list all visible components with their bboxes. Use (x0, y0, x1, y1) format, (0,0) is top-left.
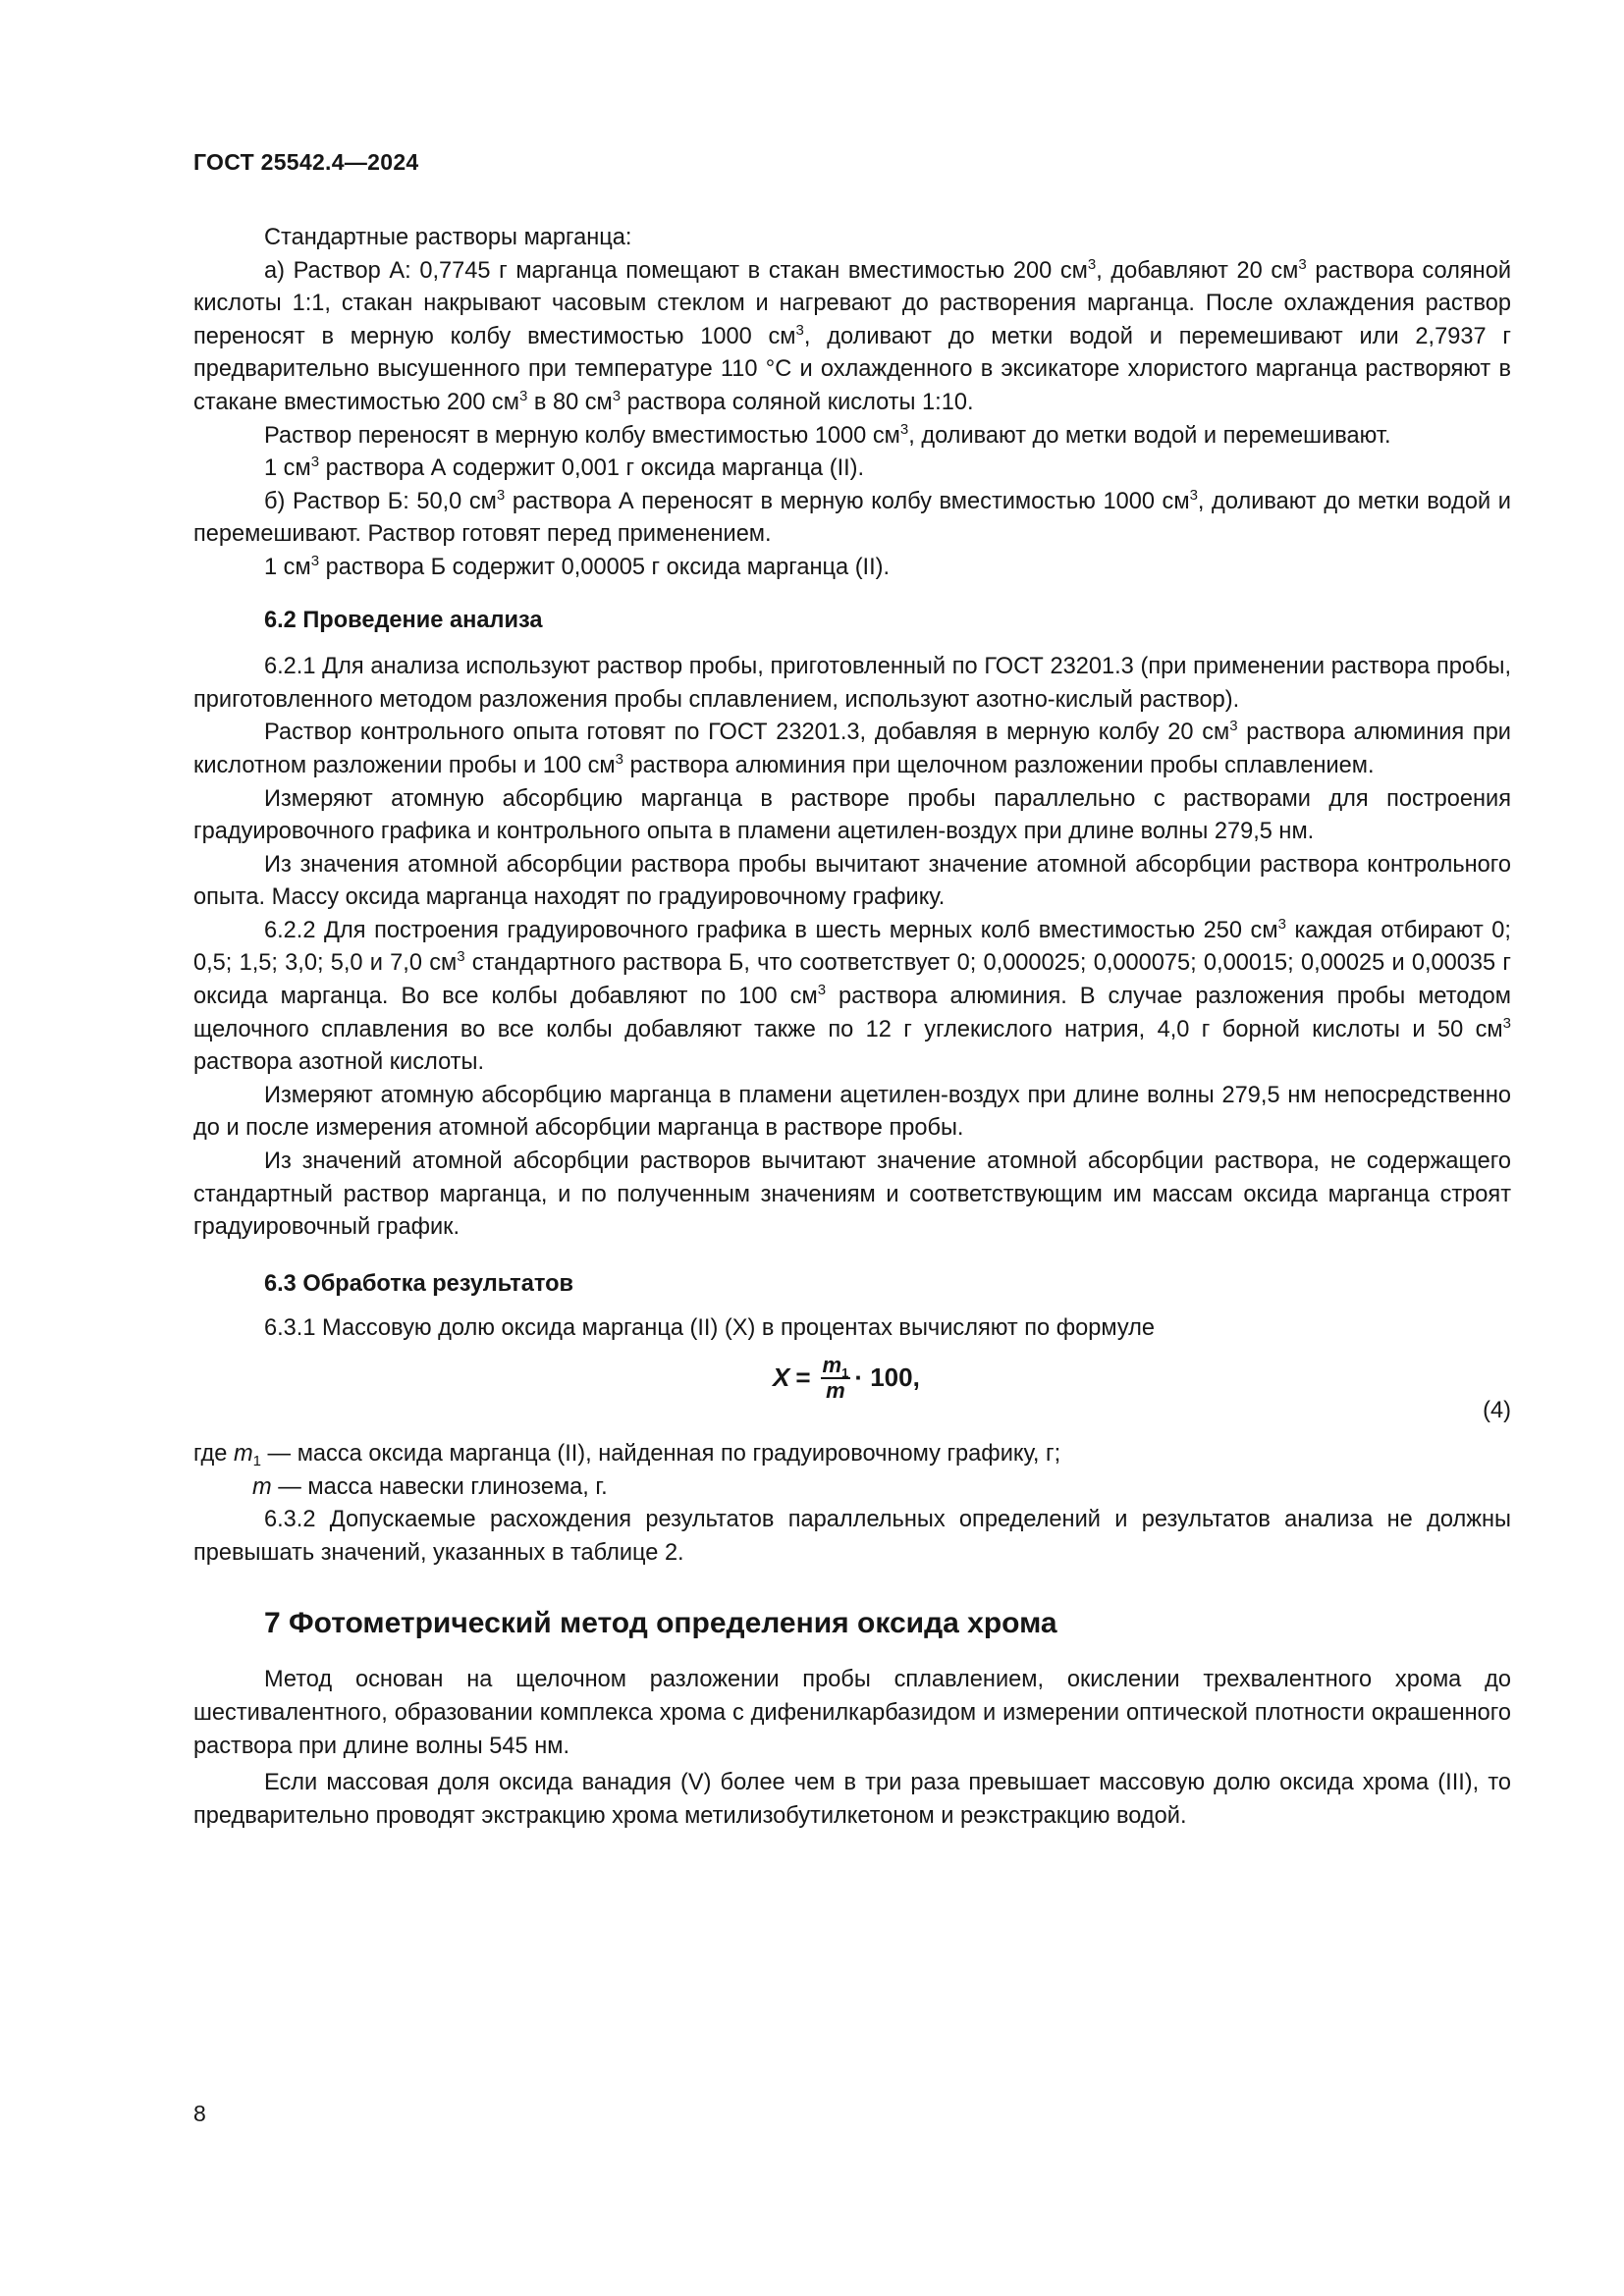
section-7-paragraph-2: Если массовая доля оксида ванадия (V) более чем в три раза превышает массовую долю оксида хрома (III), то предварительно проводят экстракцию хрома метилизобутилкетоном и реэкстракцию водой. (193, 1770, 1511, 1829)
section-6-3-title: 6.3 Обработка результатов (264, 1270, 573, 1297)
solution-b-content: 1 $см^3$ раствора Б содержит 0,00005 г оксида марганца (II). (264, 552, 891, 580)
measurement-paragraph: Измеряют атомную абсорбцию марганца в растворе пробы параллельно с растворами для построения градуировочного графика и контрольного опыта в пламени ацетилен-воздух при длине волны 279,5 нм. (193, 785, 1511, 845)
formula-number: (4) (1483, 1398, 1511, 1423)
solution-a-paragraph: а) Раствор А: 0,7745 г марганца помещают в стакан вместимостью 200 $см^3$, добавляют 20 $см^3$ раствора соляной кислоты 1:1, стакан накрывают часовым стеклом и нагревают до растворения марганца. После охлаждения раствор переносят в мерную колбу вместимостью 1000 $см^3$, доливают до метки водой и перемешивают или 2,7937 г предварительно высушенного при температуре 110 °С и охлажденного в эксикаторе хлористого марганца растворяют в стакане вместимостью 200 $см^3$ в 80 $см^3$ раствора соляной кислоты 1:10. (193, 255, 1511, 415)
formula-expression: X = $\frac{m_1}{m}$ · 100, (773, 1353, 920, 1403)
formula-fraction: $\frac{m_1}{m}$ (822, 1353, 849, 1403)
section-6-2-title: 6.2 Проведение анализа (264, 607, 543, 633)
paragraph-6-2-2: 6.2.2 Для построения градуировочного графика в шесть мерных колб вместимостью 250 $см^3$ каждая отбирают 0; 0,5; 1,5; 3,0; 5,0 и 7,0 $см^3$ стандартного раствора Б, что соответствует 0; 0,000025; 0,000075; 0,00015; 0,00025 и 0,00035 г оксида марганца. Во все колбы добавляют по 100 $см^3$ раствора алюминия. В случае разложения пробы методом щелочного сплавления во все колбы добавляют также по 12 г углекислого натрия, 4,0 г борной кислоты и 50 $см^3$ раствора азотной кислоты. (193, 915, 1512, 1076)
page-content (193, 222, 1511, 1833)
solution-b-paragraph: б) Раствор Б: 50,0 $см^3$ раствора А переносят в мерную колбу вместимостью 1000 $см^3$, доливают до метки водой и перемешивают. Раствор готовят перед применением. (193, 486, 1511, 548)
calibration-graph-paragraph: Из значений атомной абсорбции растворов вычитают значение атомной абсорбции раствора, не содержащего стандартный раствор марганца, и по полученным значениям и соответствующим им массам оксида марганца строят градуировочный график. (193, 1148, 1511, 1241)
calibration-measure-paragraph: Измеряют атомную абсорбцию марганца в пламени ацетилен-воздух при длине волны 279,5 нм непосредственно до и после измерения атомной абсорбции марганца в растворе пробы. (193, 1082, 1511, 1142)
paragraph-6-2-1: 6.2.1 Для анализа используют раствор пробы, приготовленный по ГОСТ 23201.3 (при применении раствора пробы, приготовленного методом разложения пробы сплавлением, используют азотно-кислый раствор). (193, 654, 1511, 713)
formula-4 (193, 1346, 1511, 1438)
paragraph-6-3-2: 6.3.2 Допускаемые расхождения результатов параллельных определений и результатов анализа не должны превышать значений, указанных в таблице 2. (193, 1507, 1511, 1566)
page-number: 8 (193, 2101, 206, 2126)
solution-a-content: 1 $см^3$ раствора А содержит 0,001 г оксида марганца (II). (264, 454, 865, 482)
solution-a-transfer: Раствор переносят в мерную колбу вместимостью 1000 $см^3$, доливают до метки водой и перемешивают. (264, 420, 1391, 449)
solutions-intro: Стандартные растворы марганца: (264, 225, 632, 250)
where-m: m — масса навески глинозема, г. (252, 1473, 608, 1500)
section-7-paragraph-1: Метод основан на щелочном разложении пробы сплавлением, окислении трехвалентного хрома до шестивалентного, образовании комплекса хрома с дифенилкарбазидом и измерении оптической плотности окрашенного раствора при длине волны 545 нм. (193, 1667, 1511, 1759)
document-header: ГОСТ 25542.4—2024 (193, 149, 419, 175)
control-solution-paragraph: Раствор контрольного опыта готовят по ГОСТ 23201.3, добавляя в мерную колбу 20 $см^3$ раствора алюминия при кислотном разложении пробы и 100 $см^3$ раствора алюминия при щелочном разложении пробы сплавлением. (193, 718, 1511, 778)
subtraction-paragraph: Из значения атомной абсорбции раствора пробы вычитают значение атомной абсорбции раствора контрольного опыта. Массу оксида марганца находят по градуировочному графику. (193, 851, 1511, 911)
paragraph-6-3-1: 6.3.1 Массовую долю оксида марганца (II) (X) в процентах вычисляют по формуле (264, 1315, 1156, 1342)
where-m1: где $m_1$ — масса оксида марганца (II), найденная по градуировочному графику, г; (193, 1441, 1061, 1469)
section-7-title: 7 Фотометрический метод определения оксида хрома (264, 1607, 1057, 1640)
